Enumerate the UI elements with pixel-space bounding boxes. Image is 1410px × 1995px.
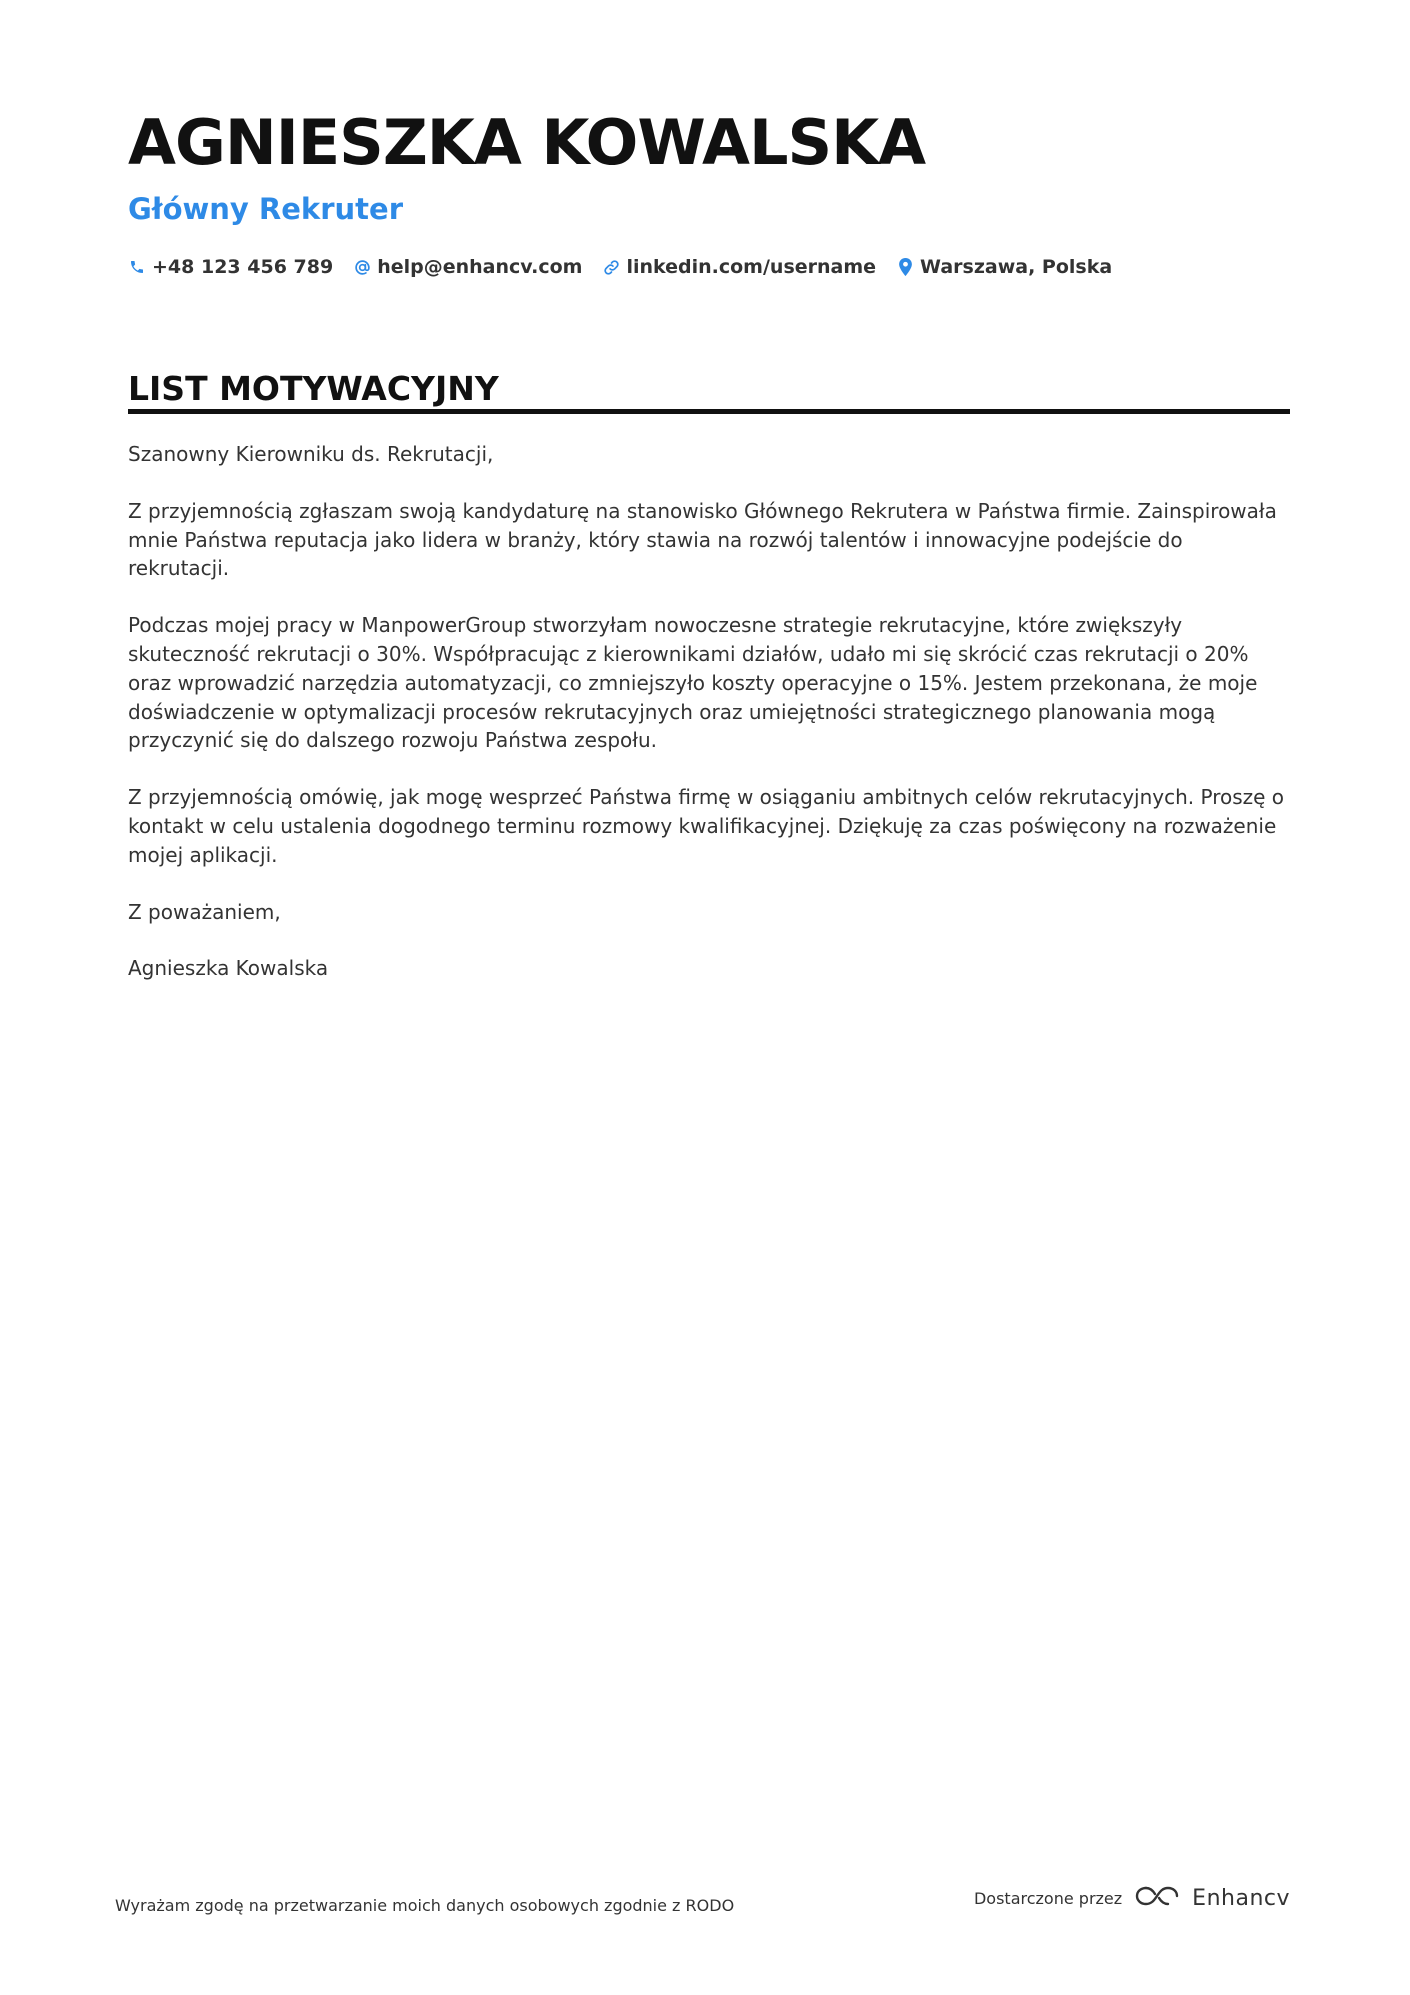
contact-email-text: help@enhancv.com — [377, 256, 583, 278]
letter-paragraph: Z przyjemnością zgłaszam swoją kandydaturę na stanowisko Głównego Rekrutera w Państwa firmie. Zainspirowała mnie Państwa reputacja jako lidera w branży, który stawia na rozwój talentów i innowacyjne podejście do rekrutacji. — [128, 498, 1277, 581]
contact-phone-text: +48 123 456 789 — [152, 256, 334, 278]
letter-paragraph: Podczas mojej pracy w ManpowerGroup stworzyłam nowoczesne strategie rekrutacyjne, które zwiększyły skuteczność rekrutacji o 30%. Współpracując z kierownikami działów, udało mi się skrócić czas rekrutacji o 20% oraz wprowadzić narzędzia automatyzacji, co zmniejszyło koszty operacyjne o 15%. Jestem przekonana, że moje doświadczenie w optymalizacji procesów rekrutacyjnych oraz umiejętności strategicznego planowania mogą przyczynić się do dalszego rozwoju Państwa zespołu. — [128, 613, 1258, 753]
section-title: LIST MOTYWACYJNY — [128, 369, 499, 408]
contact-linkedin-text: linkedin.com/username — [626, 256, 877, 278]
enhancv-logo-icon — [1134, 1883, 1180, 1914]
link-icon — [602, 258, 620, 276]
candidate-role: Główny Rekruter — [128, 192, 403, 226]
powered-by-label: Dostarczone przez — [973, 1889, 1123, 1908]
gdpr-consent: Wyrażam zgodę na przetwarzanie moich danych osobowych zgodnie z RODO — [115, 1896, 735, 1915]
letter-paragraph: Z przyjemnością omówię, jak mogę wesprzeć Państwa firmę w osiąganiu ambitnych celów rekrutacyjnych. Proszę o kontakt w celu ustalenia dogodnego terminu rozmowy kwalifikacyjnej. Dziękuję za czas poświęcony na rozważenie mojej aplikacji. — [128, 785, 1285, 867]
powered-by[interactable] — [974, 1883, 1290, 1914]
contact-linkedin[interactable] — [602, 256, 876, 278]
contact-location — [896, 256, 1112, 278]
contact-location-text: Warszawa, Polska — [920, 256, 1113, 278]
location-pin-icon — [896, 258, 914, 276]
letter-body — [128, 440, 1290, 1011]
candidate-name: AGNIESZKA KOWALSKA — [128, 106, 926, 179]
contact-phone[interactable] — [128, 256, 333, 278]
enhancv-brand-name: Enhancv — [1192, 1886, 1290, 1911]
contact-bar — [128, 256, 1112, 278]
contact-email[interactable] — [353, 256, 582, 278]
letter-salutation: Szanowny Kierowniku ds. Rekrutacji, — [128, 442, 494, 466]
letter-closing: Z poważaniem, — [128, 899, 281, 924]
section-divider — [128, 409, 1290, 414]
letter-signature: Agnieszka Kowalska — [128, 956, 329, 981]
phone-icon — [128, 258, 146, 276]
at-icon — [353, 258, 371, 276]
